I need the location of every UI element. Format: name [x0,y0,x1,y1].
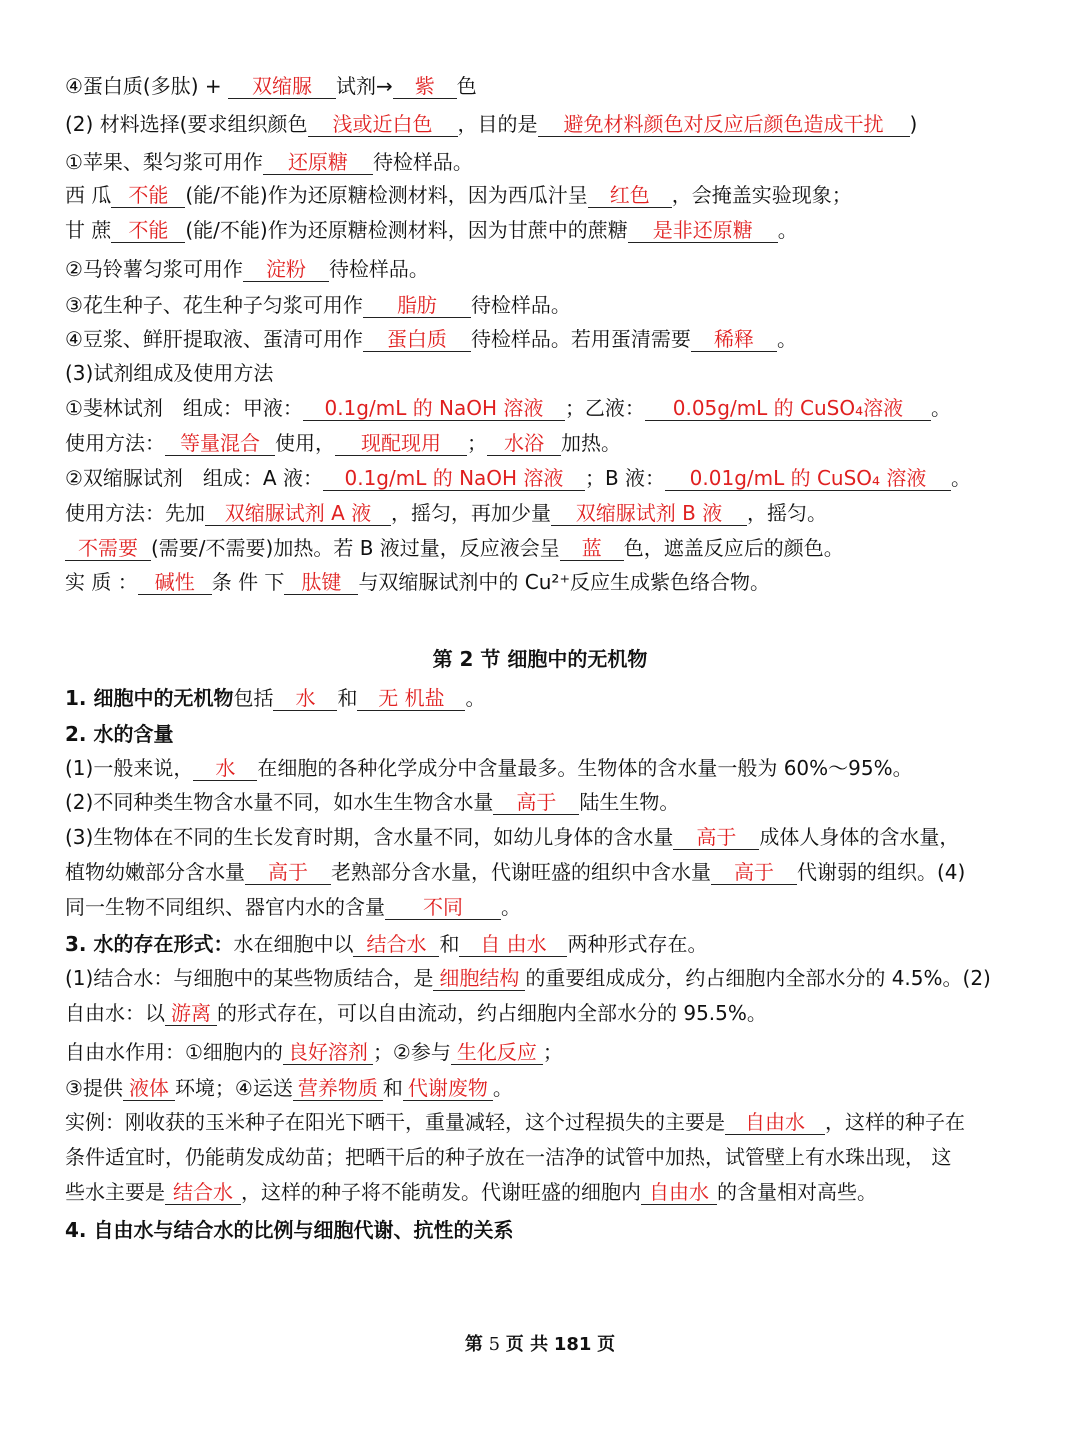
answer-blank: 生化反应 [451,1040,543,1065]
text-line [65,216,1040,244]
answer-blank: 还原糖 [263,150,373,175]
line-text: (2) 材料选择(要求组织颜色 [65,112,308,136]
answer-blank: 0.1g/mL 的 NaOH 溶液 [323,466,585,491]
answer-blank: 高于 [711,860,797,885]
answer-blank: 无 机盐 [357,686,465,711]
answer-blank: 高于 [245,860,331,885]
line-text: 和 [439,932,460,956]
answer-blank: 不能 [111,218,185,243]
line-text: 成体人身体的含水量， [759,825,960,849]
line-text: ，摇匀。 [747,501,827,525]
line-text: ②马铃薯匀浆可用作 [65,257,243,281]
line-text: 的形式存在，可以自由流动，约占细胞内全部水分的 95.5%。 [217,1001,767,1025]
text-line [65,858,1040,886]
line-text: 实 质 ： [65,570,138,594]
text-line [65,1074,1040,1102]
line-text: 待检样品。 [470,293,571,317]
line-text: 待检样品。 [328,257,429,281]
line-text: ； [542,1040,563,1064]
text-line [65,255,1040,283]
bold-heading-text: 3. 水的存在形式： [65,932,234,956]
answer-blank: 良好溶剂 [283,1040,373,1065]
text-line [65,181,1040,209]
line-text: ，摇匀，再加少量 [391,501,551,525]
line-text: ) [909,112,918,136]
text-line [65,823,1040,851]
line-text: ；B 液： [584,466,666,490]
footer-prefix: 第 [464,1334,483,1355]
line-text: 色 [456,74,477,98]
line-text: 与双缩脲试剂中的 Cu²⁺反应生成紫色络合物。 [358,570,771,594]
text-line [65,499,1040,527]
line-text: 的含量相对高些。 [717,1180,877,1204]
line-text: 使用， [275,431,335,455]
line-text: ；乙液： [564,396,645,420]
line-text: ④蛋白质(多肽) + [65,74,229,98]
text-line [65,464,1040,492]
answer-blank: 不能 [111,183,185,208]
line-text: 。 [492,1076,513,1100]
answer-blank: 水 [273,686,337,711]
answer-blank: 红色 [588,183,672,208]
bold-heading-text: 4. 自由水与结合水的比例与细胞代谢、抗性的关系 [65,1218,514,1242]
line-text: 包括 [233,686,274,710]
answer-blank: 自 由水 [459,932,567,957]
answer-blank: 0.05g/mL 的 CuSO₄溶液 [645,396,931,421]
bold-heading-text: 1. 细胞中的无机物 [65,686,234,710]
line-text: 。 [930,396,951,420]
line-text: ，这样的种子在 [825,1110,965,1134]
answer-blank: 是非还原糖 [628,218,778,243]
line-text: 的重要组成成分，约占细胞内全部水分的 4.5%。(2) [525,966,991,990]
text-line [65,429,1040,457]
line-text: 使用方法： [65,431,165,455]
line-text: ①斐林试剂 组成：甲液： [65,396,303,420]
line-text: 。 [777,218,798,242]
line-text: 和 [337,686,358,710]
line-text: ③提供 [65,1076,123,1100]
text-line [65,754,1040,782]
answer-blank: 液体 [123,1076,175,1101]
answer-blank: 双缩脲 [228,74,336,99]
answer-blank: 自由水 [725,1110,825,1135]
line-text: 。 [776,327,797,351]
text-line [65,893,1040,921]
line-text: (能/不能)作为还原糖检测材料，因为甘蔗中的蔗糖 [185,218,628,242]
line-text: 实例：刚收获的玉米种子在阳光下晒干，重量减轻，这个过程损失的主要是 [65,1110,725,1134]
answer-blank: 肽键 [284,570,358,595]
text-line [65,534,1040,562]
text-line [65,1216,1040,1244]
answer-blank: 避免材料颜色对反应后颜色造成干扰 [538,112,910,137]
line-text: 同一生物不同组织、器官内水的含量 [65,895,385,919]
line-text: 陆生生物。 [579,790,680,814]
line-text: 加热。 [561,431,621,455]
line-text: 些水主要是 [65,1180,165,1204]
line-text: ，会掩盖实验现象； [671,183,852,207]
answer-blank: 双缩脲试剂 A 液 [205,501,391,526]
line-text: 环境；④运送 [174,1076,293,1100]
text-line [65,1178,1040,1206]
footer-total-pages: 181 [553,1334,592,1355]
line-text: 待检样品。 [372,150,473,174]
answer-blank: 双缩脲试剂 B 液 [551,501,747,526]
answer-blank: 不同 [385,895,501,920]
line-text: (1)结合水：与细胞中的某些物质结合，是 [65,966,434,990]
answer-blank: 蓝 [560,536,624,561]
answer-blank: 浅或近白色 [308,112,458,137]
answer-blank: 高于 [493,790,579,815]
line-text: 试剂→ [336,74,393,98]
line-text: 条件适宜时，仍能萌发成幼苗；把晒干后的种子放在一洁净的试管中加热，试管壁上有水珠出现， 这 [65,1145,952,1169]
text-line [65,110,1040,138]
text-line [65,568,1040,596]
line-text: 自由水作用：①细胞内的 [65,1040,283,1064]
text-line [65,964,1040,992]
answer-blank: 营养物质 [293,1076,383,1101]
bold-heading-text: 2. 水的含量 [65,722,174,746]
line-text: 水在细胞中以 [233,932,354,956]
line-text: 自由水：以 [65,1001,165,1025]
answer-blank: 碱性 [138,570,212,595]
line-text: 两种形式存在。 [567,932,708,956]
answer-blank: 细胞结构 [433,966,525,991]
text-line [65,325,1040,353]
line-text: ②双缩脲试剂 组成：A 液： [65,466,323,490]
line-text: 待检样品。若用蛋清需要 [470,327,691,351]
text-line [65,359,1040,387]
text-line [65,720,1040,748]
text-line [65,394,1040,422]
answer-blank: 自由水 [641,1180,717,1205]
answer-blank: 等量混合 [165,431,275,456]
line-text: (1)一般来说， [65,756,194,780]
answer-blank: 结合水 [353,932,439,957]
text-line [65,291,1040,319]
text-line [65,684,1040,712]
line-text: 使用方法：先加 [65,501,205,525]
footer-suffix: 页 [597,1334,616,1355]
line-text: 色，遮盖反应后的颜色。 [623,536,844,560]
line-text: (3)生物体在不同的生长发育时期，含水量不同，如幼儿身体的含水量 [65,825,674,849]
line-text: 甘 蔗 [65,218,112,242]
line-text: 代谢弱的组织。(4) [797,860,966,884]
text-line [65,148,1040,176]
line-text: 植物幼嫩部分含水量 [65,860,245,884]
answer-blank: 现配现用 [335,431,467,456]
answer-blank: 代谢废物 [403,1076,493,1101]
text-line [65,1038,1040,1066]
answer-blank: 结合水 [165,1180,241,1205]
answer-blank: 0.1g/mL 的 NaOH 溶液 [303,396,565,421]
text-line [65,930,1040,958]
answer-blank: 蛋白质 [363,327,471,352]
answer-blank: 高于 [673,825,759,850]
text-line [65,72,1040,100]
line-text: ③花生种子、花生种子匀浆可用作 [65,293,363,317]
answer-blank: 水 [193,756,257,781]
line-text: ； [467,431,487,455]
answer-blank: 不需要 [65,536,151,561]
answer-blank: 稀释 [691,327,777,352]
answer-blank: 脂肪 [363,293,471,318]
section-title: 第 2 节 细胞中的无机物 [432,647,648,671]
footer-mid: 页 共 [505,1334,549,1355]
answer-blank: 水浴 [487,431,561,456]
line-text: (2)不同种类生物含水量不同，如水生生物含水量 [65,790,494,814]
page-footer [0,1333,1080,1357]
text-line [65,999,1040,1027]
line-text: 老熟部分含水量，代谢旺盛的组织中含水量 [331,860,711,884]
line-text: 西 瓜 [65,183,112,207]
text-line [65,788,1040,816]
line-text: ①苹果、梨匀浆可用作 [65,150,263,174]
footer-page-number: 5 [488,1334,501,1355]
line-text: 。 [951,466,972,490]
answer-blank: 0.01g/mL 的 CuSO₄ 溶液 [665,466,951,491]
line-text: ，目的是 [457,112,538,136]
answer-blank: 淀粉 [243,257,329,282]
line-text: ④豆浆、鲜肝提取液、蛋清可用作 [65,327,363,351]
line-text: 在细胞的各种化学成分中含量最多。生物体的含水量一般为 60%～95%。 [257,756,913,780]
line-text: 条 件 下 [211,570,285,594]
line-text: 。 [465,686,486,710]
text-line [65,1143,1040,1171]
line-text: 。 [501,895,521,919]
line-text: ，这样的种子将不能萌发。代谢旺盛的细胞内 [241,1180,641,1204]
answer-blank: 游离 [165,1001,217,1026]
text-line [65,1108,1040,1136]
line-text: (3)试剂组成及使用方法 [65,361,274,385]
line-text: ；②参与 [372,1040,451,1064]
line-text: (能/不能)作为还原糖检测材料，因为西瓜汁呈 [185,183,588,207]
line-text: 和 [382,1076,403,1100]
answer-blank: 紫 [393,74,457,99]
line-text: (需要/不需要)加热。若 B 液过量，反应液会呈 [151,536,560,560]
